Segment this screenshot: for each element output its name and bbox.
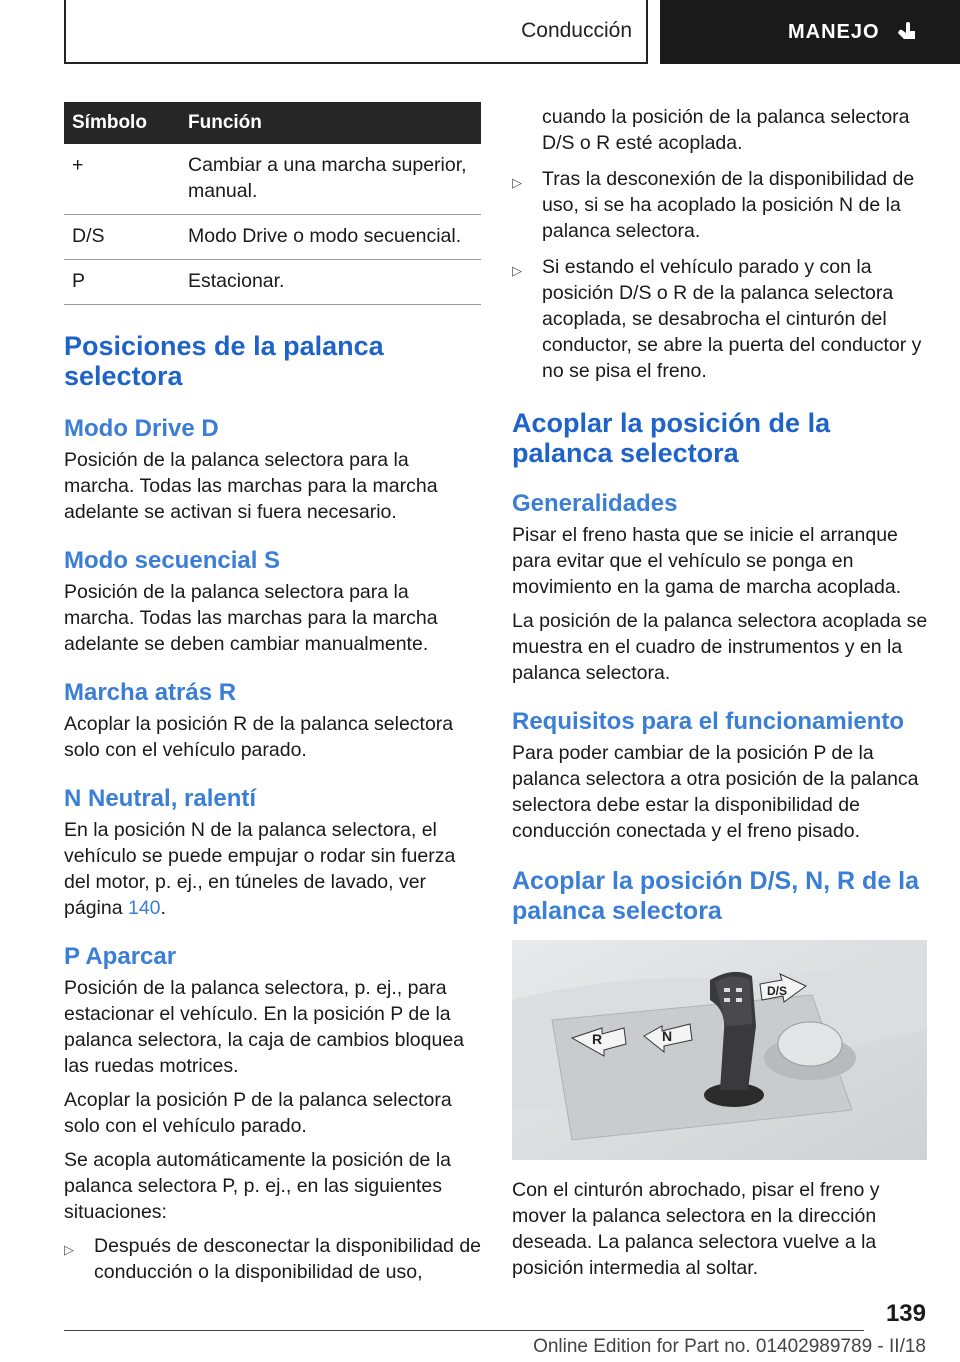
list-item-text: cuando la posición de la palanca selectora D/S o R esté acoplada. xyxy=(542,106,910,154)
page-link[interactable]: 140 xyxy=(127,897,161,919)
heading-general: Generalidades xyxy=(512,490,678,517)
paragraph-sequential: Posición de la palanca selectora para la marcha. Todas las marchas para la marcha adelante se deben cambiar manualmente. xyxy=(64,581,438,655)
paragraph-general-2: La posición de la palanca selectora acoplada se muestra en el cuadro de instrumentos y en la palanca selectora. xyxy=(512,610,928,684)
table-header-function: Función xyxy=(188,102,481,144)
park-bullet-list-continued xyxy=(512,104,929,384)
heading-positions: Posiciones de la palanca selectora xyxy=(64,331,384,391)
gear-selector-image xyxy=(512,940,929,1165)
list-item-text: Después de desconectar la disponibilidad de conducción o la disponibilidad de uso, xyxy=(94,1235,482,1283)
list-item xyxy=(512,104,929,156)
header-section-box xyxy=(64,0,648,64)
paragraph-neutral: En la posición N de la palanca selectora, el vehículo se puede empujar o rodar sin fuerza del motor, p. ej., en túneles de lavado, ver página 140. xyxy=(64,819,456,919)
heading-reverse: Marcha atrás R xyxy=(64,679,237,706)
left-column xyxy=(64,102,481,1285)
paragraph-requirements: Para poder cambiar de la posición P de la palanca selectora a otra posición de la palanca selectora debe estar la disponibilidad de conducción conectada y el freno pisado. xyxy=(512,742,919,842)
list-item xyxy=(64,1233,481,1285)
table-header-symbol: Símbolo xyxy=(64,102,188,144)
triangle-bullet-icon: ▷ xyxy=(64,1242,74,1257)
table-row xyxy=(64,215,481,260)
triangle-bullet-icon: ▷ xyxy=(512,175,522,190)
paragraph-general-1: Pisar el freno hasta que se inicie el arranque para evitar que el vehículo se ponga en movimiento en la gama de marcha acoplada. xyxy=(512,524,902,598)
symbol-table xyxy=(64,102,481,305)
photo-label-n: N xyxy=(662,1028,673,1044)
table-row xyxy=(64,260,481,305)
table-cell-function: Estacionar. xyxy=(188,260,481,305)
heading-sequential: Modo secuencial S xyxy=(64,547,281,574)
table-cell-symbol: P xyxy=(64,260,188,305)
heading-dsnr: Acoplar la posición D/S, N, R de la palanca selectora xyxy=(512,867,920,925)
table-cell-symbol: D/S xyxy=(64,215,188,260)
paragraph-drive: Posición de la palanca selectora para la marcha. Todas las marchas para la marcha adelante se activan si fuera necesario. xyxy=(64,449,438,523)
hand-pointer-icon xyxy=(894,20,918,44)
list-item-text: Si estando el vehículo parado y con la posición D/S o R de la palanca selectora acoplada, se desabrocha el cinturón del conductor, se abre la puerta del conductor y no se pisa el freno. xyxy=(542,256,922,382)
park-bullet-list xyxy=(64,1233,481,1285)
table-cell-function: Cambiar a una marcha superior, manual. xyxy=(188,144,481,215)
list-item xyxy=(512,166,929,244)
triangle-bullet-icon: ▷ xyxy=(512,263,522,278)
header-chapter-tab xyxy=(660,0,960,64)
table-cell-symbol: + xyxy=(64,144,188,215)
list-item-text: Tras la desconexión de la disponibilidad de uso, si se ha acoplado la posición N de la palanca selectora. xyxy=(542,168,915,242)
paragraph-park-3: Se acopla automáticamente la posición de la palanca selectora P, p. ej., en las siguientes situaciones: xyxy=(64,1149,451,1223)
heading-park: P Aparcar xyxy=(64,943,177,970)
footer-divider xyxy=(64,1330,864,1331)
gear-selector-illustration xyxy=(512,940,927,1160)
header-section-title: Conducción xyxy=(521,19,632,42)
right-column xyxy=(512,104,929,1281)
paragraph-park-1: Posición de la palanca selectora, p. ej., para estacionar el vehículo. En la posición P de la palanca selectora, la caja de cambios bloquea las ruedas motrices. xyxy=(64,977,465,1077)
photo-label-ds: D/S xyxy=(767,984,788,998)
header-chapter-title: MANEJO xyxy=(788,20,880,43)
table-header-row xyxy=(64,102,481,144)
table-cell-function: Modo Drive o modo secuencial. xyxy=(188,215,481,260)
heading-engage: Acoplar la posición de la palanca selectora xyxy=(512,408,831,468)
heading-requirements: Requisitos para el funcionamiento xyxy=(512,708,905,735)
list-item xyxy=(512,254,929,384)
footer-edition: Online Edition for Part no. 01402989789 - II/18 xyxy=(533,1336,926,1357)
paragraph-park-2: Acoplar la posición P de la palanca selectora solo con el vehículo parado. xyxy=(64,1089,452,1137)
heading-neutral: N Neutral, ralentí xyxy=(64,785,257,812)
page-number: 139 xyxy=(885,1300,926,1327)
heading-drive: Modo Drive D xyxy=(64,415,219,442)
paragraph-final: Con el cinturón abrochado, pisar el freno y mover la palanca selectora en la dirección deseada. La palanca selectora vuelve a la posición intermedia al soltar. xyxy=(512,1179,880,1279)
table-row xyxy=(64,144,481,215)
photo-label-r: R xyxy=(592,1031,603,1047)
paragraph-reverse: Acoplar la posición R de la palanca selectora solo con el vehículo parado. xyxy=(64,713,454,761)
paragraph-neutral-text: En la posición N de la palanca selectora, el vehículo se puede empujar o rodar sin fuerza del motor, p. ej., en túneles de lavado, ver página xyxy=(64,819,456,919)
